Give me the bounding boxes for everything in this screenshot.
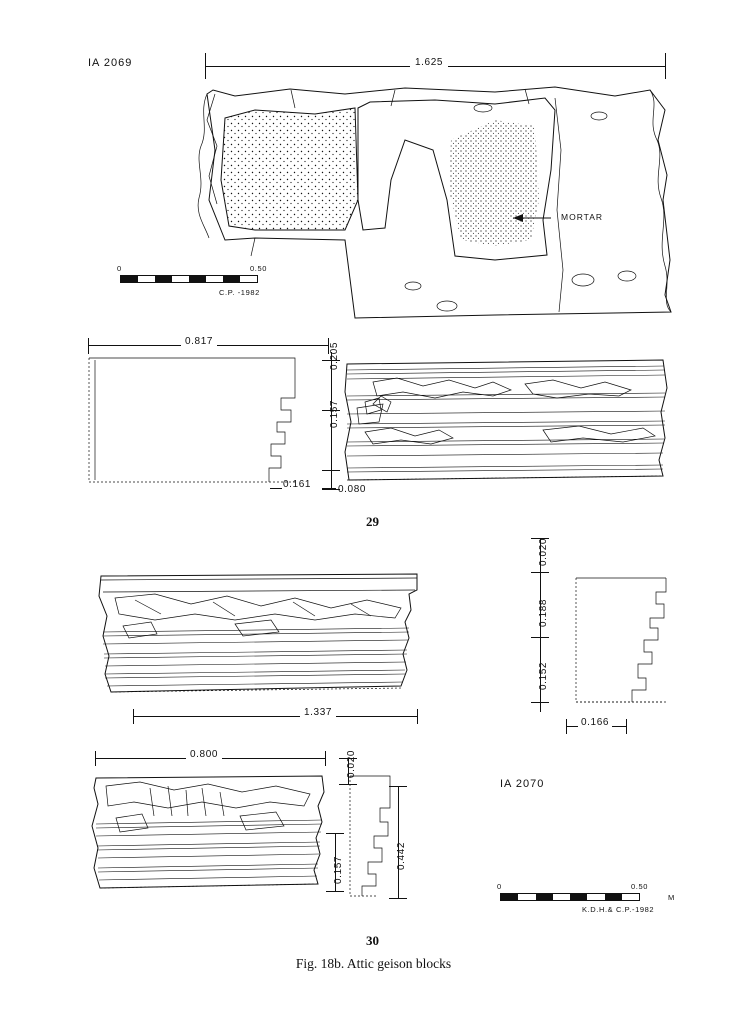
drawing-ia2069-plan bbox=[195, 80, 695, 330]
dimension-length-1337: 1.337 bbox=[300, 707, 336, 718]
scale-bar-1-half: 0.50 bbox=[250, 264, 267, 273]
drawing-ia2070-second-profile bbox=[346, 772, 426, 902]
dimension-tick bbox=[326, 891, 344, 892]
annotation-mortar: MORTAR bbox=[561, 212, 604, 222]
scale-bar-1-zero: 0 bbox=[117, 264, 122, 273]
drawing-ia2070-profile bbox=[560, 570, 680, 710]
scale-bar-2-unit: M bbox=[668, 893, 675, 902]
dimension-height-lower: 0.157 bbox=[329, 399, 340, 428]
dimension-profile-low: 0.152 bbox=[538, 661, 549, 690]
dimension-tick bbox=[417, 709, 418, 724]
dimension-line-small bbox=[270, 488, 282, 489]
dimension-tick bbox=[531, 572, 549, 573]
dimension-plan-width: 0.817 bbox=[181, 336, 217, 347]
dimension-profile-top: 0.020 bbox=[538, 537, 549, 566]
dimension-tick bbox=[339, 784, 357, 785]
dimension-tick bbox=[326, 833, 344, 834]
dimension-tick bbox=[531, 637, 549, 638]
scale-bar-2-credit: K.D.H.& C.P.-1982 bbox=[582, 905, 655, 914]
dimension-tick-right bbox=[665, 53, 666, 79]
dimension-second-mid: 0.157 bbox=[333, 855, 344, 884]
figure-caption: Fig. 18b. Attic geison blocks bbox=[295, 956, 452, 971]
drawing-ia2070-elevation bbox=[95, 570, 425, 705]
dimension-tick bbox=[322, 470, 340, 471]
dimension-tick bbox=[133, 709, 134, 724]
drawing-ia2069-elevation bbox=[343, 352, 673, 492]
scale-bar-1-credit: C.P. -1982 bbox=[219, 288, 260, 297]
object-label-ia2070: IA 2070 bbox=[500, 778, 545, 790]
dimension-tick bbox=[531, 702, 549, 703]
dimension-line-1337 bbox=[133, 716, 417, 717]
dimension-tick bbox=[389, 786, 407, 787]
dimension-height-upper: 0.205 bbox=[329, 341, 340, 370]
dimension-tick bbox=[95, 751, 96, 766]
drawing-ia2070-second-elevation bbox=[90, 772, 330, 902]
dimension-second-top: 0.020 bbox=[346, 749, 357, 778]
dimension-tick bbox=[626, 719, 627, 734]
dimension-profile-mid: 0.188 bbox=[538, 598, 549, 627]
dimension-second-length: 0.800 bbox=[186, 749, 222, 760]
dimension-tick bbox=[389, 898, 407, 899]
dimension-top-width: 1.625 bbox=[410, 57, 448, 68]
dimension-tick-left bbox=[205, 53, 206, 79]
dimension-tick bbox=[325, 751, 326, 766]
object-label-ia2069: IA 2069 bbox=[88, 57, 133, 69]
dimension-second-total: 0.442 bbox=[396, 841, 407, 870]
scale-bar-2-half: 0.50 bbox=[631, 882, 648, 891]
dimension-base: 0.080 bbox=[338, 484, 367, 495]
dimension-profile-depth: 0.166 bbox=[578, 717, 612, 728]
dimension-line-small bbox=[322, 488, 336, 489]
dimension-depth-small: 0.161 bbox=[283, 479, 312, 490]
scale-bar-2-zero: 0 bbox=[497, 882, 502, 891]
dimension-tick bbox=[566, 719, 567, 734]
plate-number-29: 29 bbox=[366, 514, 379, 529]
plate-number-30: 30 bbox=[366, 933, 379, 948]
